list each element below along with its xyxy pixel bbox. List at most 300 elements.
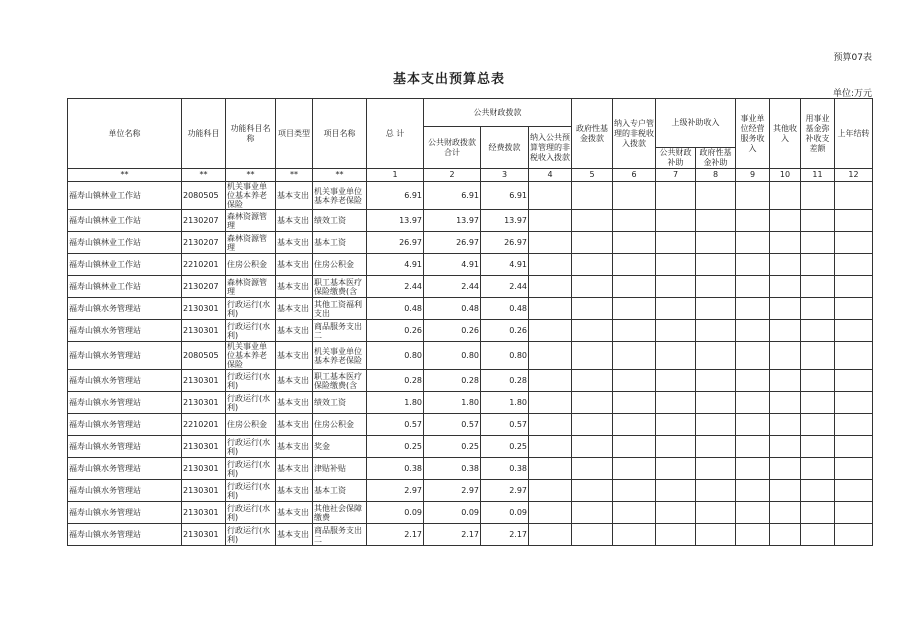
cell-func-name: 森林资源管理 xyxy=(226,276,276,298)
cell-total: 13.97 xyxy=(367,210,424,232)
empty-cell xyxy=(656,232,696,254)
header-func-code: 功能科目 xyxy=(182,99,226,169)
empty-cell xyxy=(736,276,770,298)
cell-unit-name: 福寿山镇水务管理站 xyxy=(68,458,182,480)
empty-cell xyxy=(529,370,572,392)
cell-total: 0.26 xyxy=(367,320,424,342)
empty-cell xyxy=(696,524,736,546)
cell-item-type: 基本支出 xyxy=(276,392,313,414)
empty-cell xyxy=(736,342,770,370)
empty-cell xyxy=(613,502,656,524)
empty-cell xyxy=(835,524,873,546)
cell-func-name: 行政运行(水利) xyxy=(226,320,276,342)
empty-cell xyxy=(572,342,613,370)
empty-cell xyxy=(656,436,696,458)
cell-total: 2.97 xyxy=(367,480,424,502)
empty-cell xyxy=(736,298,770,320)
cell-func-code: 2130301 xyxy=(182,502,226,524)
empty-cell xyxy=(835,342,873,370)
empty-cell xyxy=(770,414,801,436)
index-cell: 8 xyxy=(696,169,736,182)
cell-func-name: 行政运行(水利) xyxy=(226,392,276,414)
empty-cell xyxy=(656,414,696,436)
empty-cell xyxy=(529,392,572,414)
table-row xyxy=(68,232,873,254)
cell-item-type: 基本支出 xyxy=(276,232,313,254)
empty-cell xyxy=(835,436,873,458)
cell-item-name: 绩效工资 xyxy=(313,392,367,414)
empty-cell xyxy=(696,210,736,232)
cell-func-code: 2130301 xyxy=(182,524,226,546)
index-cell: 5 xyxy=(572,169,613,182)
cell-func-name: 森林资源管理 xyxy=(226,232,276,254)
header-fund-balance: 用事业基金弥补收支差额 xyxy=(801,99,835,169)
empty-cell xyxy=(572,182,613,210)
empty-cell xyxy=(572,480,613,502)
cell-unit-name: 福寿山镇水务管理站 xyxy=(68,298,182,320)
table-row xyxy=(68,458,873,480)
cell-funds: 0.26 xyxy=(481,320,529,342)
empty-cell xyxy=(835,182,873,210)
cell-item-type: 基本支出 xyxy=(276,210,313,232)
empty-cell xyxy=(613,436,656,458)
table-row xyxy=(68,342,873,370)
empty-cell xyxy=(801,458,835,480)
table-row xyxy=(68,254,873,276)
empty-cell xyxy=(801,210,835,232)
empty-cell xyxy=(801,298,835,320)
empty-cell xyxy=(835,370,873,392)
cell-public-fiscal-total: 13.97 xyxy=(424,210,481,232)
header-item-type: 项目类型 xyxy=(276,99,313,169)
empty-cell xyxy=(736,254,770,276)
empty-cell xyxy=(656,458,696,480)
empty-cell xyxy=(770,480,801,502)
cell-func-code: 2130207 xyxy=(182,232,226,254)
empty-cell xyxy=(529,524,572,546)
cell-func-code: 2130301 xyxy=(182,480,226,502)
budget-table xyxy=(67,98,873,546)
cell-public-fiscal-total: 2.17 xyxy=(424,524,481,546)
cell-item-type: 基本支出 xyxy=(276,436,313,458)
cell-func-code: 2210201 xyxy=(182,414,226,436)
cell-item-name: 职工基本医疗保险缴费(含 xyxy=(313,276,367,298)
empty-cell xyxy=(613,320,656,342)
cell-item-name: 职工基本医疗保险缴费(含 xyxy=(313,370,367,392)
cell-func-name: 住房公积金 xyxy=(226,414,276,436)
cell-public-fiscal-total: 2.44 xyxy=(424,276,481,298)
cell-funds: 0.57 xyxy=(481,414,529,436)
cell-func-code: 2130301 xyxy=(182,370,226,392)
index-cell: ** xyxy=(68,169,182,182)
empty-cell xyxy=(770,276,801,298)
cell-item-name: 其他社会保障缴费 xyxy=(313,502,367,524)
cell-public-fiscal-total: 0.38 xyxy=(424,458,481,480)
cell-public-fiscal-total: 1.80 xyxy=(424,392,481,414)
empty-cell xyxy=(736,320,770,342)
table-row xyxy=(68,182,873,210)
cell-funds: 0.25 xyxy=(481,436,529,458)
header-public-fiscal: 公共财政拨款 xyxy=(424,99,572,127)
cell-public-fiscal-total: 26.97 xyxy=(424,232,481,254)
cell-func-code: 2130301 xyxy=(182,436,226,458)
header-superior-subsidy: 上级补助收入 xyxy=(656,99,736,148)
index-cell: 11 xyxy=(801,169,835,182)
cell-func-name: 行政运行(水利) xyxy=(226,298,276,320)
cell-func-code: 2130207 xyxy=(182,210,226,232)
cell-item-name: 商品服务支出二 xyxy=(313,320,367,342)
cell-funds: 0.80 xyxy=(481,342,529,370)
cell-func-code: 2080505 xyxy=(182,182,226,210)
header-item-name: 项目名称 xyxy=(313,99,367,169)
empty-cell xyxy=(696,392,736,414)
cell-public-fiscal-total: 0.57 xyxy=(424,414,481,436)
cell-item-name: 住房公积金 xyxy=(313,254,367,276)
cell-unit-name: 福寿山镇水务管理站 xyxy=(68,342,182,370)
empty-cell xyxy=(736,392,770,414)
empty-cell xyxy=(835,480,873,502)
cell-item-type: 基本支出 xyxy=(276,276,313,298)
index-cell: 2 xyxy=(424,169,481,182)
empty-cell xyxy=(736,210,770,232)
empty-cell xyxy=(529,298,572,320)
empty-cell xyxy=(770,502,801,524)
index-cell: ** xyxy=(182,169,226,182)
cell-public-fiscal-total: 0.26 xyxy=(424,320,481,342)
empty-cell xyxy=(529,254,572,276)
empty-cell xyxy=(801,524,835,546)
empty-cell xyxy=(736,480,770,502)
header-other-income: 其他收入 xyxy=(770,99,801,169)
empty-cell xyxy=(835,210,873,232)
empty-cell xyxy=(736,182,770,210)
form-number-label: 预算07表 xyxy=(833,53,872,63)
table-row xyxy=(68,370,873,392)
empty-cell xyxy=(572,370,613,392)
empty-cell xyxy=(656,210,696,232)
empty-cell xyxy=(656,392,696,414)
index-cell: 9 xyxy=(736,169,770,182)
empty-cell xyxy=(736,458,770,480)
index-cell: ** xyxy=(276,169,313,182)
cell-public-fiscal-total: 0.28 xyxy=(424,370,481,392)
cell-public-fiscal-total: 0.25 xyxy=(424,436,481,458)
empty-cell xyxy=(801,232,835,254)
empty-cell xyxy=(835,414,873,436)
header-public-fiscal-total: 公共财政拨款合计 xyxy=(424,127,481,169)
cell-func-name: 机关事业单位基本养老保险 xyxy=(226,342,276,370)
empty-cell xyxy=(835,276,873,298)
empty-cell xyxy=(572,254,613,276)
cell-funds: 2.97 xyxy=(481,480,529,502)
cell-item-name: 奖金 xyxy=(313,436,367,458)
empty-cell xyxy=(736,502,770,524)
table-body xyxy=(68,182,873,546)
cell-funds: 2.44 xyxy=(481,276,529,298)
cell-public-fiscal-total: 6.91 xyxy=(424,182,481,210)
page-title: 基本支出预算总表 xyxy=(392,72,505,87)
cell-item-type: 基本支出 xyxy=(276,254,313,276)
cell-func-code: 2130301 xyxy=(182,392,226,414)
cell-public-fiscal-total: 0.48 xyxy=(424,298,481,320)
index-cell: 10 xyxy=(770,169,801,182)
empty-cell xyxy=(801,182,835,210)
empty-cell xyxy=(696,436,736,458)
cell-total: 6.91 xyxy=(367,182,424,210)
index-cell: 12 xyxy=(835,169,873,182)
empty-cell xyxy=(613,524,656,546)
cell-item-type: 基本支出 xyxy=(276,182,313,210)
empty-cell xyxy=(529,276,572,298)
cell-total: 0.57 xyxy=(367,414,424,436)
empty-cell xyxy=(770,232,801,254)
empty-cell xyxy=(613,232,656,254)
empty-cell xyxy=(529,210,572,232)
empty-cell xyxy=(529,414,572,436)
table-row xyxy=(68,320,873,342)
empty-cell xyxy=(529,232,572,254)
empty-cell xyxy=(736,524,770,546)
empty-cell xyxy=(770,320,801,342)
cell-public-fiscal-total: 2.97 xyxy=(424,480,481,502)
cell-func-name: 行政运行(水利) xyxy=(226,502,276,524)
cell-item-name: 机关事业单位基本养老保险 xyxy=(313,342,367,370)
empty-cell xyxy=(770,182,801,210)
empty-cell xyxy=(613,298,656,320)
header-unit-name: 单位名称 xyxy=(68,99,182,169)
cell-item-name: 住房公积金 xyxy=(313,414,367,436)
cell-total: 0.09 xyxy=(367,502,424,524)
cell-item-type: 基本支出 xyxy=(276,298,313,320)
index-cell: ** xyxy=(313,169,367,182)
cell-total: 0.28 xyxy=(367,370,424,392)
table-row xyxy=(68,414,873,436)
empty-cell xyxy=(656,182,696,210)
table-row xyxy=(68,502,873,524)
empty-cell xyxy=(656,524,696,546)
empty-cell xyxy=(613,276,656,298)
empty-cell xyxy=(613,414,656,436)
empty-cell xyxy=(613,210,656,232)
cell-funds: 0.28 xyxy=(481,370,529,392)
index-cell: 6 xyxy=(613,169,656,182)
empty-cell xyxy=(572,436,613,458)
cell-item-type: 基本支出 xyxy=(276,342,313,370)
header-sup-public: 公共财政补助 xyxy=(656,148,696,169)
empty-cell xyxy=(572,524,613,546)
header-gov-fund: 政府性基金拨款 xyxy=(572,99,613,169)
table-row xyxy=(68,480,873,502)
empty-cell xyxy=(572,458,613,480)
table-row xyxy=(68,392,873,414)
empty-cell xyxy=(572,414,613,436)
empty-cell xyxy=(770,392,801,414)
cell-func-name: 行政运行(水利) xyxy=(226,458,276,480)
empty-cell xyxy=(696,276,736,298)
empty-cell xyxy=(529,502,572,524)
empty-cell xyxy=(736,370,770,392)
empty-cell xyxy=(656,298,696,320)
header-sup-gov-fund: 政府性基金补助 xyxy=(696,148,736,169)
empty-cell xyxy=(696,414,736,436)
empty-cell xyxy=(801,392,835,414)
cell-item-name: 绩效工资 xyxy=(313,210,367,232)
cell-item-type: 基本支出 xyxy=(276,502,313,524)
cell-funds: 6.91 xyxy=(481,182,529,210)
empty-cell xyxy=(736,436,770,458)
cell-public-fiscal-total: 0.09 xyxy=(424,502,481,524)
table-row xyxy=(68,436,873,458)
cell-item-type: 基本支出 xyxy=(276,458,313,480)
empty-cell xyxy=(613,458,656,480)
cell-func-code: 2130301 xyxy=(182,458,226,480)
cell-item-type: 基本支出 xyxy=(276,370,313,392)
header-total: 总 计 xyxy=(367,99,424,169)
table-row xyxy=(68,210,873,232)
cell-item-name: 基本工资 xyxy=(313,480,367,502)
cell-item-name: 津贴补贴 xyxy=(313,458,367,480)
cell-unit-name: 福寿山镇林业工作站 xyxy=(68,276,182,298)
cell-func-name: 行政运行(水利) xyxy=(226,370,276,392)
empty-cell xyxy=(801,320,835,342)
empty-cell xyxy=(529,320,572,342)
empty-cell xyxy=(696,254,736,276)
table-row xyxy=(68,524,873,546)
cell-func-name: 行政运行(水利) xyxy=(226,480,276,502)
empty-cell xyxy=(835,502,873,524)
cell-total: 26.97 xyxy=(367,232,424,254)
cell-item-type: 基本支出 xyxy=(276,320,313,342)
cell-total: 2.44 xyxy=(367,276,424,298)
empty-cell xyxy=(572,320,613,342)
empty-cell xyxy=(770,298,801,320)
empty-cell xyxy=(572,232,613,254)
cell-func-name: 行政运行(水利) xyxy=(226,436,276,458)
cell-item-name: 机关事业单位基本养老保险 xyxy=(313,182,367,210)
empty-cell xyxy=(801,480,835,502)
header-func-name: 功能科目名称 xyxy=(226,99,276,169)
empty-cell xyxy=(529,436,572,458)
cell-unit-name: 福寿山镇水务管理站 xyxy=(68,414,182,436)
empty-cell xyxy=(613,342,656,370)
empty-cell xyxy=(696,458,736,480)
empty-cell xyxy=(835,254,873,276)
cell-unit-name: 福寿山镇水务管理站 xyxy=(68,436,182,458)
table-row xyxy=(68,298,873,320)
cell-total: 2.17 xyxy=(367,524,424,546)
cell-func-code: 2080505 xyxy=(182,342,226,370)
empty-cell xyxy=(696,298,736,320)
empty-cell xyxy=(770,458,801,480)
index-cell: 3 xyxy=(481,169,529,182)
empty-cell xyxy=(696,320,736,342)
empty-cell xyxy=(529,342,572,370)
empty-cell xyxy=(572,298,613,320)
empty-cell xyxy=(572,392,613,414)
cell-item-type: 基本支出 xyxy=(276,480,313,502)
empty-cell xyxy=(835,320,873,342)
cell-total: 0.25 xyxy=(367,436,424,458)
cell-funds: 2.17 xyxy=(481,524,529,546)
header-service-income: 事业单位经营服务收入 xyxy=(736,99,770,169)
empty-cell xyxy=(656,276,696,298)
cell-func-name: 机关事业单位基本养老保险 xyxy=(226,182,276,210)
cell-funds: 0.48 xyxy=(481,298,529,320)
index-cell: 1 xyxy=(367,169,424,182)
header-special-account: 纳入专户管理的非税收入拨款 xyxy=(613,99,656,169)
index-cell: 4 xyxy=(529,169,572,182)
empty-cell xyxy=(801,502,835,524)
empty-cell xyxy=(770,210,801,232)
index-cell: 7 xyxy=(656,169,696,182)
empty-cell xyxy=(801,414,835,436)
cell-unit-name: 福寿山镇水务管理站 xyxy=(68,370,182,392)
empty-cell xyxy=(613,480,656,502)
cell-unit-name: 福寿山镇水务管理站 xyxy=(68,524,182,546)
cell-funds: 26.97 xyxy=(481,232,529,254)
cell-total: 4.91 xyxy=(367,254,424,276)
empty-cell xyxy=(572,276,613,298)
cell-total: 0.48 xyxy=(367,298,424,320)
cell-funds: 4.91 xyxy=(481,254,529,276)
empty-cell xyxy=(696,232,736,254)
empty-cell xyxy=(835,298,873,320)
empty-cell xyxy=(801,436,835,458)
cell-item-name: 基本工资 xyxy=(313,232,367,254)
cell-item-name: 其他工资福利支出 xyxy=(313,298,367,320)
empty-cell xyxy=(835,232,873,254)
cell-funds: 0.38 xyxy=(481,458,529,480)
cell-public-fiscal-total: 4.91 xyxy=(424,254,481,276)
cell-unit-name: 福寿山镇水务管理站 xyxy=(68,480,182,502)
empty-cell xyxy=(696,370,736,392)
header-public-budget-mgmt: 纳入公共预算管理的非税收入拨款 xyxy=(529,127,572,169)
empty-cell xyxy=(529,458,572,480)
unit-label: 单位:万元 xyxy=(832,89,872,99)
cell-unit-name: 福寿山镇水务管理站 xyxy=(68,320,182,342)
empty-cell xyxy=(801,342,835,370)
cell-unit-name: 福寿山镇林业工作站 xyxy=(68,182,182,210)
empty-cell xyxy=(801,254,835,276)
empty-cell xyxy=(656,370,696,392)
cell-func-code: 2210201 xyxy=(182,254,226,276)
empty-cell xyxy=(656,480,696,502)
cell-func-code: 2130207 xyxy=(182,276,226,298)
empty-cell xyxy=(696,182,736,210)
empty-cell xyxy=(572,210,613,232)
empty-cell xyxy=(613,254,656,276)
empty-cell xyxy=(770,370,801,392)
empty-cell xyxy=(801,276,835,298)
empty-cell xyxy=(801,370,835,392)
empty-cell xyxy=(529,480,572,502)
empty-cell xyxy=(613,392,656,414)
cell-func-code: 2130301 xyxy=(182,320,226,342)
cell-func-name: 森林资源管理 xyxy=(226,210,276,232)
empty-cell xyxy=(736,414,770,436)
cell-total: 0.38 xyxy=(367,458,424,480)
header-funds: 经费拨款 xyxy=(481,127,529,169)
cell-unit-name: 福寿山镇林业工作站 xyxy=(68,254,182,276)
cell-funds: 0.09 xyxy=(481,502,529,524)
empty-cell xyxy=(835,458,873,480)
cell-total: 0.80 xyxy=(367,342,424,370)
empty-cell xyxy=(613,182,656,210)
empty-cell xyxy=(656,320,696,342)
cell-item-type: 基本支出 xyxy=(276,524,313,546)
empty-cell xyxy=(656,342,696,370)
empty-cell xyxy=(656,254,696,276)
